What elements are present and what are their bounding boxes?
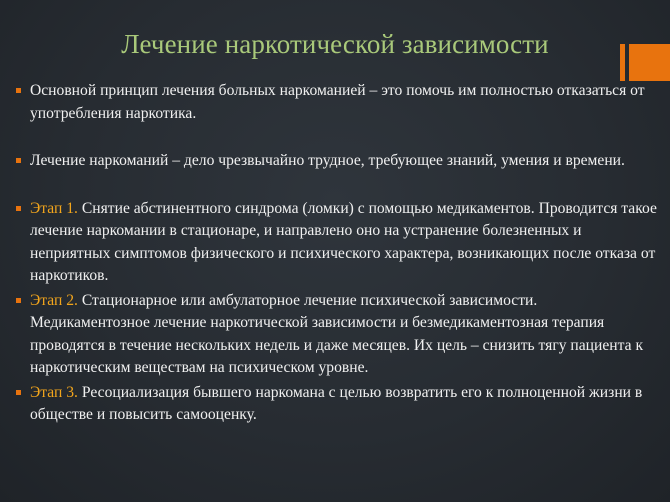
stage-label: Этап 2.: [30, 291, 78, 309]
decor-bar-thick: [629, 44, 670, 81]
list-item: [16, 80, 661, 125]
item-text: Стационарное или амбулаторное лечение психической зависимости. Медикаментозное лечение наркотической зависимости и безмедикаментозная терапия проводятся в течение нескольких недель и даже месяцев. Их цель – снизить тягу пациента к наркотическим веществам на психическом уровне.: [30, 291, 644, 376]
page-title: Лечение наркотической зависимости: [121, 29, 549, 59]
list-item: [16, 382, 661, 427]
bullet-list: [16, 80, 661, 427]
decor-bar-thin: [620, 44, 625, 81]
bullet-icon: [16, 158, 21, 163]
list-item: [16, 290, 661, 380]
bullet-icon: [16, 206, 21, 211]
bullet-icon: [16, 88, 21, 93]
item-text: Лечение наркоманий – дело чрезвычайно трудное, требующее знаний, умения и времени.: [30, 152, 625, 169]
item-text: Основной принцип лечения больных наркоманией – это помочь им полностью отказаться от употребления наркотика.: [30, 82, 645, 122]
item-text: Снятие абстинентного синдрома (ломки) с помощью медикаментов. Проводится такое лечение наркомании в стационаре, и направлено оно на устранение болезненных и неприятных симптомов физического и психического характера, возникающих после отказа от наркотиков.: [30, 199, 657, 284]
bullet-icon: [16, 390, 21, 395]
item-text: Ресоциализация бывшего наркомана с целью возвратить его к полноценной жизни в обществе и повысить самооценку.: [30, 383, 643, 423]
list-item: [16, 150, 661, 173]
stage-label: Этап 1.: [30, 199, 78, 217]
stage-label: Этап 3.: [30, 383, 78, 401]
list-item: [16, 198, 661, 288]
bullet-icon: [16, 298, 21, 303]
